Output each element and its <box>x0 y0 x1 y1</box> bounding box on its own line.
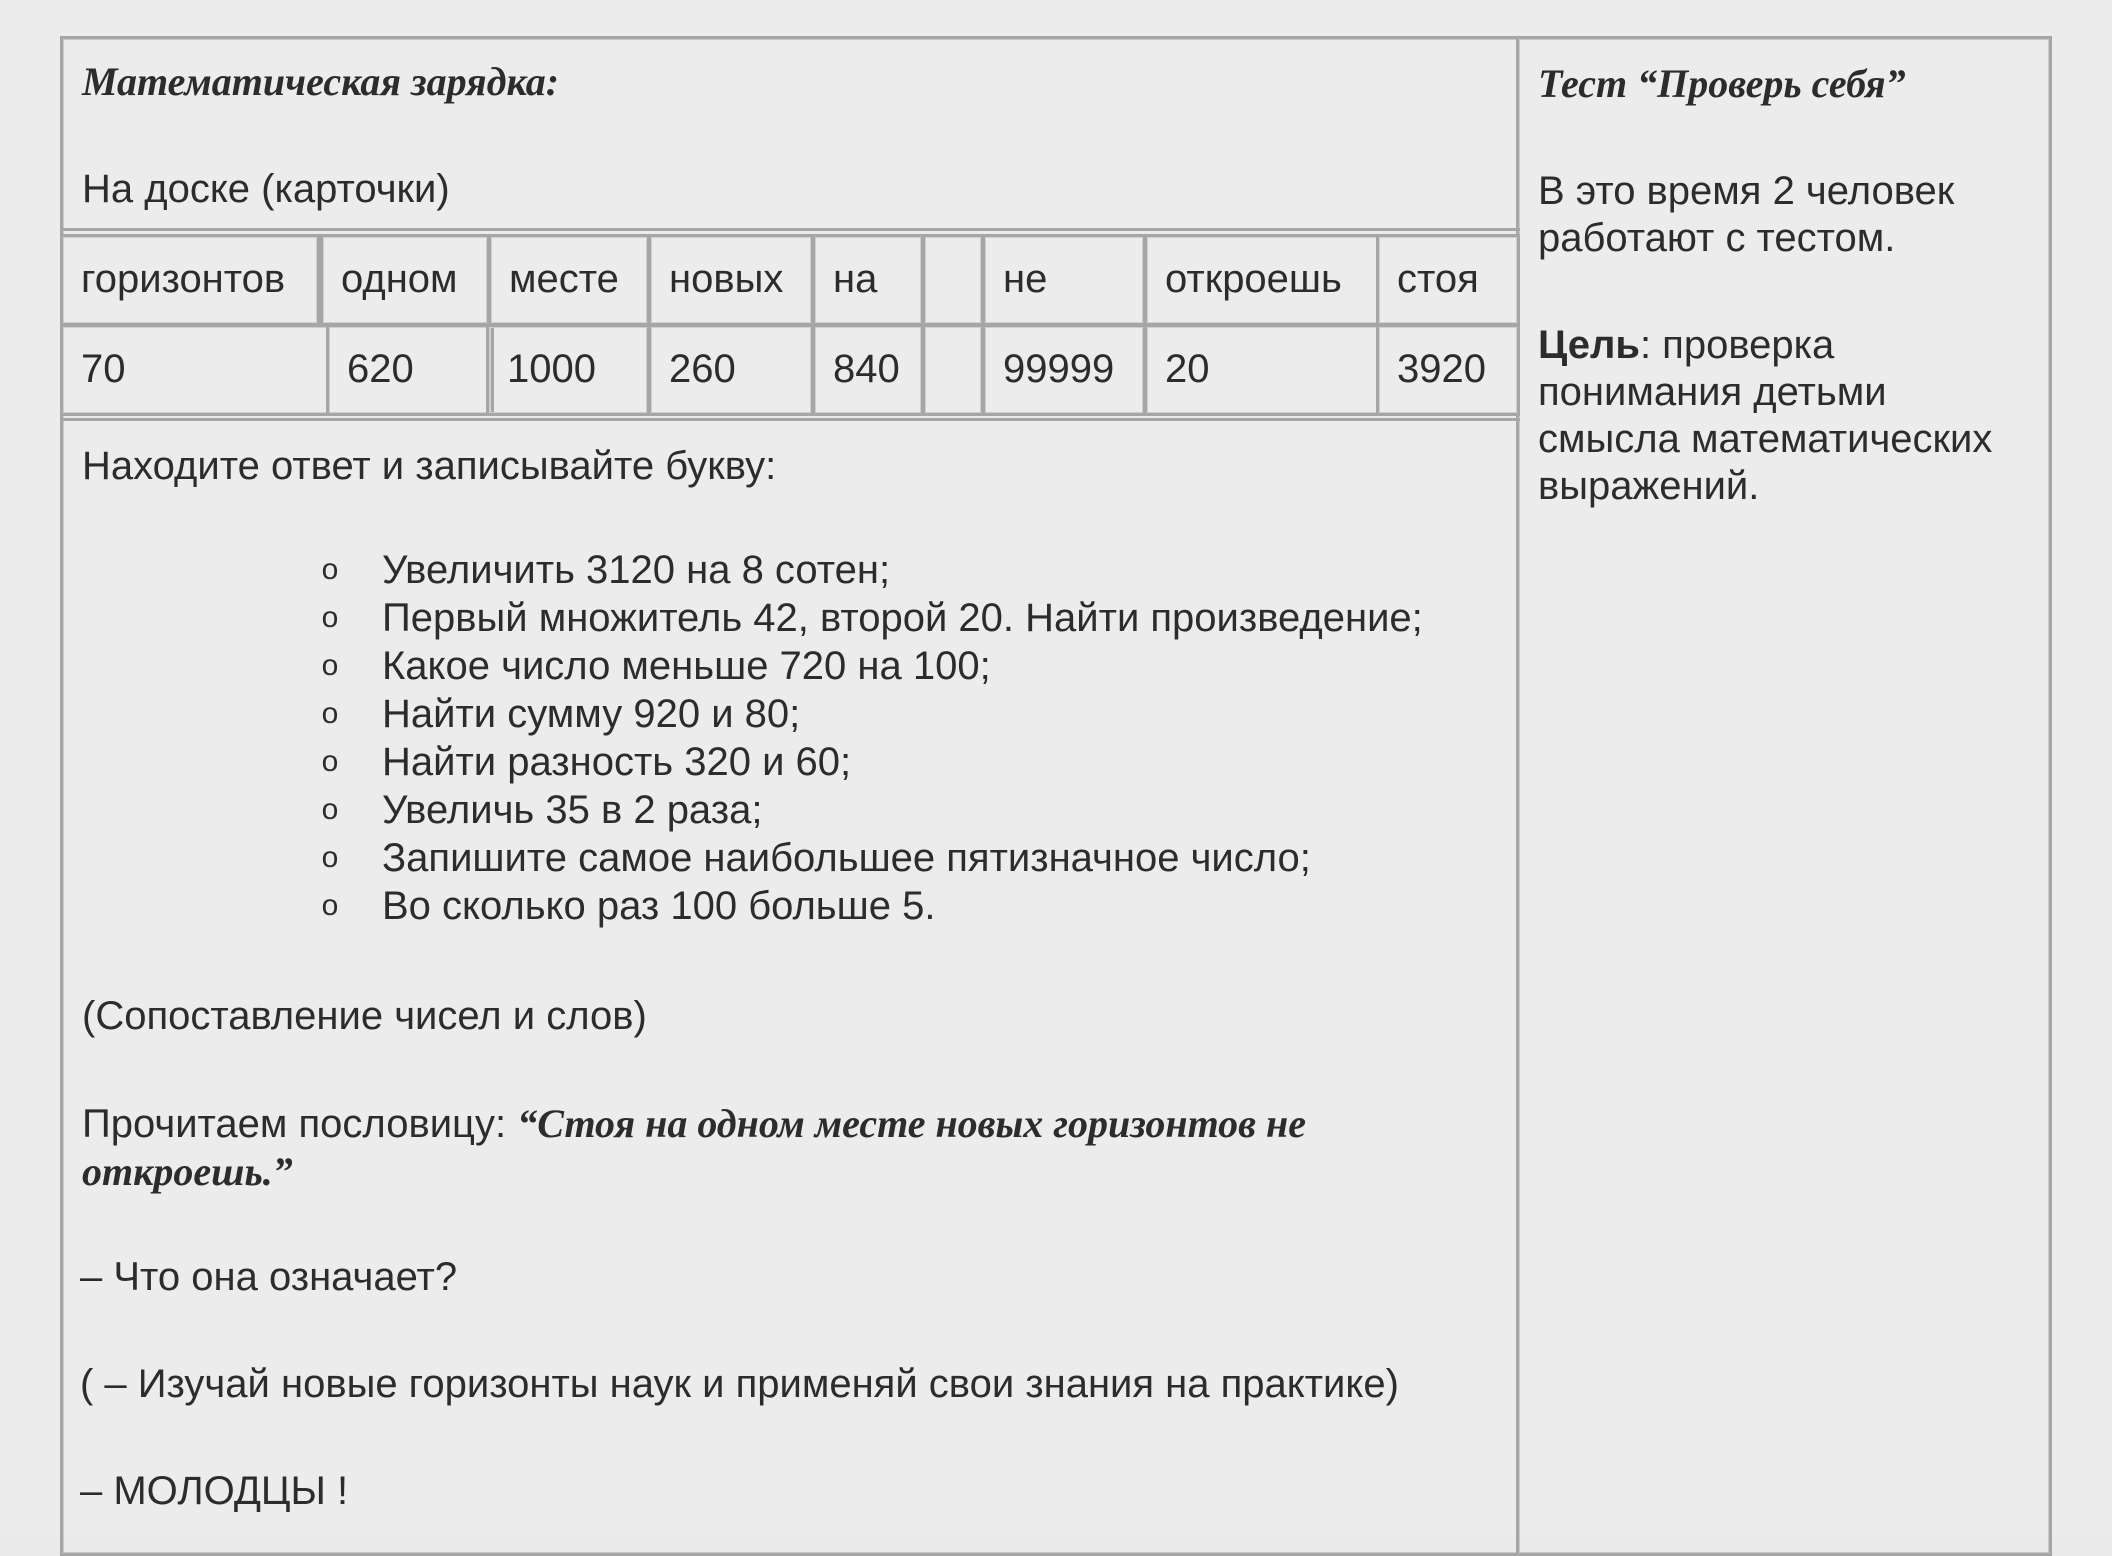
proverb-line-1 <box>82 1100 1306 1148</box>
number-card: 70 <box>60 324 330 416</box>
goal-line-2: понимания детьми <box>1538 370 1887 414</box>
number-card: 260 <box>648 324 814 416</box>
table-bottom-divider <box>60 418 1520 421</box>
goal-line-4: выражений. <box>1538 464 1760 508</box>
task-text: Первый множитель 42, второй 20. Найти произведение; <box>382 596 1423 640</box>
bullet-icon: o <box>321 841 339 874</box>
task-item <box>310 834 1423 882</box>
number-card: 99999 <box>982 324 1146 416</box>
goal-line-1 <box>1538 322 1992 369</box>
task-text: Найти сумму 920 и 80; <box>382 692 801 736</box>
task-text: Увеличить 3120 на 8 сотен; <box>382 548 891 592</box>
task-item <box>310 594 1423 642</box>
number-card: 1000 <box>486 324 650 416</box>
table-top-divider <box>60 228 1520 231</box>
task-text: Во сколько раз 100 больше 5. <box>382 884 936 928</box>
word-card: месте <box>488 234 650 326</box>
word-card: на <box>812 234 924 326</box>
test-description <box>1538 168 1954 262</box>
bullet-icon: o <box>321 697 339 730</box>
task-item <box>310 546 1423 594</box>
bullet-icon: o <box>321 889 339 922</box>
bullet-icon: o <box>321 553 339 586</box>
matching-note: (Сопоставление чисел и слов) <box>82 994 647 1038</box>
goal-text-1: : проверка <box>1639 323 1835 367</box>
bullet-icon: o <box>321 601 339 634</box>
task-item <box>310 882 1423 930</box>
number-card <box>922 324 984 416</box>
proverb-quote: “Стоя на одном месте новых горизонтов не <box>517 1101 1306 1146</box>
right-panel <box>1516 36 2052 1556</box>
goal-line-3: смысла математических <box>1538 417 1993 461</box>
number-card: 20 <box>1144 324 1380 416</box>
board-caption: На доске (карточки) <box>82 167 450 211</box>
task-list <box>310 546 1423 930</box>
number-card: 3920 <box>1376 324 1520 416</box>
instruction-text: Находите ответ и записывайте букву: <box>82 444 777 488</box>
test-title: Тест “Проверь себя” <box>1538 61 1906 106</box>
praise-text: – МОЛОДЦЫ ! <box>80 1469 349 1513</box>
goal-block <box>1538 322 1992 510</box>
task-text: Запишите самое наибольшее пятизначное число; <box>382 836 1311 880</box>
task-text: Какое число меньше 720 на 100; <box>382 644 991 688</box>
word-card: не <box>982 234 1146 326</box>
test-line-2: работают с тестом. <box>1538 216 1896 260</box>
bullet-icon: o <box>321 793 339 826</box>
task-text: Увеличь 35 в 2 раза; <box>382 788 763 832</box>
bullet-icon: o <box>321 649 339 682</box>
task-item <box>310 738 1423 786</box>
word-card: стоя <box>1376 234 1520 326</box>
word-card: одном <box>320 234 490 326</box>
number-card: 620 <box>326 324 494 416</box>
proverb-line-2: откроешь.” <box>82 1149 293 1194</box>
question-text: – Что она означает? <box>80 1255 458 1299</box>
task-text: Найти разность 320 и 60; <box>382 740 852 784</box>
number-card: 840 <box>812 324 924 416</box>
test-line-1: В это время 2 человек <box>1538 169 1955 213</box>
word-card: горизонтов <box>60 234 320 326</box>
word-card <box>922 234 984 326</box>
word-card: откроешь <box>1144 234 1380 326</box>
task-item <box>310 642 1423 690</box>
task-item <box>310 690 1423 738</box>
bullet-icon: o <box>321 745 339 778</box>
word-card: новых <box>648 234 814 326</box>
task-item <box>310 786 1423 834</box>
proverb-intro: Прочитаем пословицу: <box>82 1102 518 1146</box>
answer-text: ( – Изучай новые горизонты наук и применяй свои знания на практике) <box>80 1362 1399 1406</box>
warmup-title: Математическая зарядка: <box>82 59 560 104</box>
goal-label: Цель <box>1538 323 1640 367</box>
